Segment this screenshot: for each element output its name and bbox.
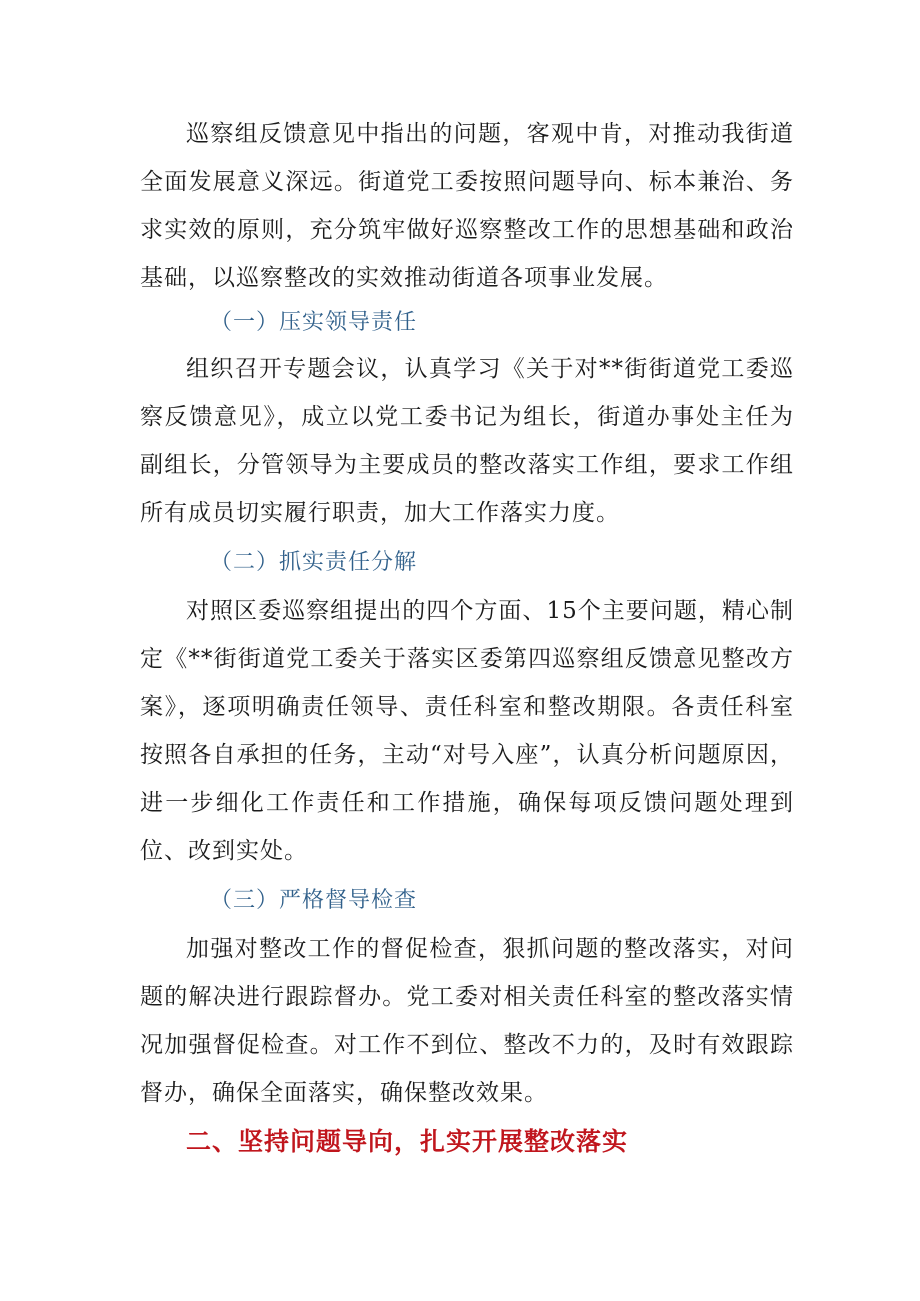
subheading-leadership-responsibility: （一）压实领导责任: [210, 310, 418, 335]
paragraph-supervision: 加强对整改工作的督促检查，狠抓问题的整改落实，对问题的解决进行跟踪督办。党工委对相关责任科室的整改落实情况加强督促检查。对工作不到位、整改不力的，及时有效跟踪督办，确保全面落实，确保整改效果。: [140, 936, 794, 1106]
paragraph-leadership: 组织召开专题会议，认真学习《关于对**街街道党工委巡察反馈意见》，成立以党工委书记为组长，街道办事处主任为副组长，分管领导为主要成员的整改落实工作组，要求工作组所有成员切实履行职责，加大工作落实力度。: [140, 356, 794, 526]
subheading-responsibility-breakdown: （二）抓实责任分解: [210, 550, 418, 575]
subheading-supervision: （三）严格督导检查: [210, 888, 418, 913]
paragraph-breakdown: 对照区委巡察组提出的四个方面、15个主要问题，精心制定《**街街道党工委关于落实区委第四巡察组反馈意见整改方案》，逐项明确责任领导、责任科室和整改期限。各责任科室按照各自承担的任务，主动“对号入座”，认真分析问题原因，进一步细化工作责任和工作措施，确保每项反馈问题处理到位、改到实处。: [140, 598, 794, 864]
paragraph-intro: 巡察组反馈意见中指出的问题，客观中肯，对推动我街道全面发展意义深远。街道党工委按照问题导向、标本兼治、务求实效的原则，充分筑牢做好巡察整改工作的思想基础和政治基础，以巡察整改的实效推动街道各项事业发展。: [140, 121, 794, 291]
section-heading-problem-oriented: 二、坚持问题导向，扎实开展整改落实: [186, 1127, 629, 1156]
